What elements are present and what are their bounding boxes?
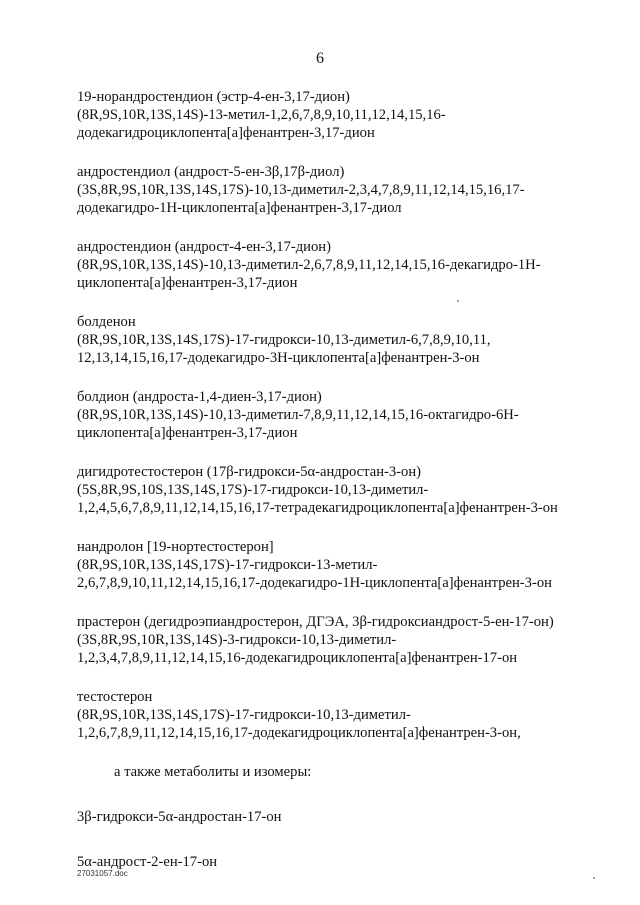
- compound-iupac-line: (8R,9S,10R,13S,14S,17S)-17-гидрокси-13-метил-: [77, 557, 378, 573]
- page-number: 6: [316, 50, 324, 67]
- compound-name: нандролон [19-нортестостерон]: [77, 539, 274, 555]
- footer-filename: 27031057.doc: [77, 869, 128, 878]
- compound-iupac-line: циклопента[а]фенантрен-3,17-дион: [77, 425, 298, 441]
- document-body: [77, 88, 597, 898]
- compound-entry: [77, 238, 597, 292]
- compound-name: андростендиол (андрост-5-ен-3β,17β-диол): [77, 164, 345, 180]
- compound-iupac-line: циклопента[а]фенантрен-3,17-дион: [77, 275, 298, 291]
- compound-iupac-line: (5S,8R,9S,10S,13S,14S,17S)-17-гидрокси-10,13-диметил-: [77, 482, 429, 498]
- compound-entry: [77, 163, 597, 217]
- compound-entry: [77, 688, 597, 742]
- compound-entry: [77, 88, 597, 142]
- compound-entry: [77, 613, 597, 667]
- compound-list: [77, 88, 597, 742]
- compound-iupac-line: 2,6,7,8,9,10,11,12,14,15,16,17-додекагидро-1H-циклопента[а]фенантрен-3-он: [77, 575, 552, 591]
- compound-iupac-line: (8R,9S,10R,13S,14S,17S)-17-гидрокси-10,13-диметил-: [77, 707, 411, 723]
- compound-iupac-line: 1,2,4,5,6,7,8,9,11,12,14,15,16,17-тетрадекагидроциклопента[а]фенантрен-3-он: [77, 500, 558, 516]
- compound-iupac-line: (3S,8R,9S,10R,13S,14S)-3-гидрокси-10,13-диметил-: [77, 632, 397, 648]
- compound-iupac-line: додекагидроциклопента[а]фенантрен-3,17-дион: [77, 125, 375, 141]
- compound-name: болденон: [77, 314, 136, 330]
- compound-name: болдион (андроста-1,4-диен-3,17-дион): [77, 389, 322, 405]
- compound-entry: [77, 388, 597, 442]
- metabolite-list: [77, 808, 597, 871]
- compound-iupac-line: додекагидро-1H-циклопента[а]фенантрен-3,17-диол: [77, 200, 402, 216]
- compound-iupac-line: 12,13,14,15,16,17-додекагидро-3H-циклопента[а]фенантрен-3-он: [77, 350, 480, 366]
- metabolites-intro: а также метаболиты и изомеры:: [114, 764, 312, 780]
- compound-iupac-line: 1,2,3,4,7,8,9,11,12,14,15,16-додекагидроциклопента[а]фенантрен-17-он: [77, 650, 518, 666]
- compound-name: прастерон (дегидроэпиандростерон, ДГЭА, 3β-гидроксиандрост-5-ен-17-он): [77, 614, 554, 630]
- compound-name: дигидротестостерон (17β-гидрокси-5α-андростан-3-он): [77, 464, 421, 480]
- compound-name: андростендион (андрост-4-ен-3,17-дион): [77, 239, 331, 255]
- compound-entry: [77, 313, 597, 367]
- scan-speck: [593, 877, 595, 879]
- compound-iupac-line: 1,2,6,7,8,9,11,12,14,15,16,17-додекагидроциклопента[а]фенантрен-3-он,: [77, 725, 521, 741]
- compound-entry: [77, 538, 597, 592]
- compound-name: тестостерон: [77, 689, 153, 705]
- metabolite-item: 3β-гидрокси-5α-андростан-17-он: [77, 809, 282, 825]
- compound-entry: [77, 463, 597, 517]
- compound-iupac-line: (3S,8R,9S,10R,13S,14S,17S)-10,13-диметил-2,3,4,7,8,9,11,12,14,15,16,17-: [77, 182, 525, 198]
- compound-iupac-line: (8R,9S,10R,13S,14S)-10,13-диметил-7,8,9,11,12,14,15,16-октагидро-6H-: [77, 407, 519, 423]
- compound-iupac-line: (8R,9S,10R,13S,14S,17S)-17-гидрокси-10,13-диметил-6,7,8,9,10,11,: [77, 332, 491, 348]
- scan-speck: [457, 300, 459, 302]
- compound-iupac-line: (8R,9S,10R,13S,14S)-13-метил-1,2,6,7,8,9,10,11,12,14,15,16-: [77, 107, 446, 123]
- compound-name: 19-норандростендион (эстр-4-ен-3,17-дион): [77, 89, 350, 105]
- compound-iupac-line: (8R,9S,10R,13S,14S)-10,13-диметил-2,6,7,8,9,11,12,14,15,16-декагидро-1H-: [77, 257, 541, 273]
- metabolite-item: 5α-андрост-2-ен-17-он: [77, 854, 218, 870]
